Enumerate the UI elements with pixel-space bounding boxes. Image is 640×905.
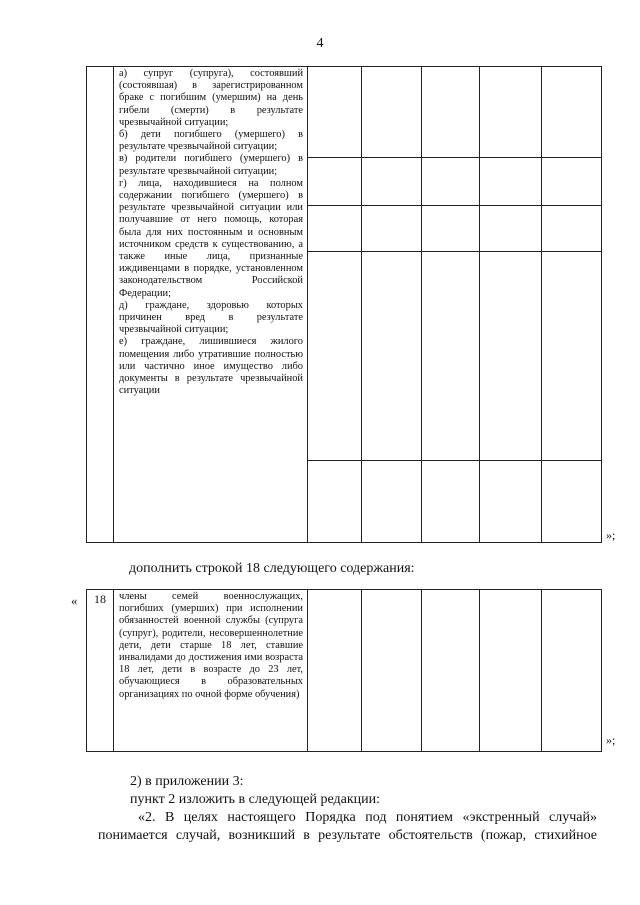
data-column (480, 590, 542, 752)
beneficiaries-table (86, 66, 602, 543)
data-column (308, 590, 362, 752)
number-cell (87, 67, 114, 543)
description-cell (114, 590, 308, 752)
data-column (362, 67, 422, 543)
data-column (308, 67, 362, 543)
closing-quote: »; (606, 528, 616, 542)
description-cell (114, 67, 308, 543)
data-column (422, 67, 480, 543)
paragraph-add-row: дополнить строкой 18 следующего содержания: (129, 561, 415, 576)
data-column (480, 67, 542, 543)
data-column (422, 590, 480, 752)
data-column (542, 67, 602, 543)
paragraph-quote-line2: понимается случай, возникший в результате обстоятельств (пожар, стихийное (98, 828, 597, 843)
list-item: д) граждане, здоровью которых причинен вред в результате чрезвычайной ситуации; (119, 299, 303, 336)
paragraph-appendix: 2) в приложении 3: (130, 774, 244, 789)
list-item: е) граждане, лишившиеся жилого помещения либо утратившие полностью или частично иное имущество либо документы в результате чрезвычайной ситуации (119, 336, 303, 397)
row-18-table (86, 589, 602, 752)
paragraph-point: пункт 2 изложить в следующей редакции: (130, 792, 380, 807)
page-number: 4 (316, 36, 324, 51)
list-item: г) лица, находившиеся на полном содержании погибшего (умершего) в результате чрезвычайной ситуации или получавшие от него помощь, которая была для них постоянным и основным источником средств к существованию, а также иные лица, признанные иждивенцами в порядке, установленном законодательством Российской Федерации; (119, 177, 303, 299)
list-item: а) супруг (супруга), состоявший (состоявшая) в зарегистрированном браке с погибшим (умершим) на день гибели (смерти) в результате чрезвычайной ситуации; (119, 68, 303, 128)
row-number: 18 (87, 590, 114, 752)
list-item: в) родители погибшего (умершего) в результате чрезвычайной ситуации; (119, 153, 303, 177)
data-column (542, 590, 602, 752)
opening-quote: « (71, 593, 78, 608)
paragraph-quote-line1: «2. В целях настоящего Порядка под понятием «экстренный случай» (138, 810, 597, 825)
closing-quote: »; (606, 733, 616, 747)
row-18-description: члены семей военнослужащих, погибших (умерших) при исполнении обязанностей военной службы (супруга (супруг), родители, несовершеннолетние дети, дети старше 18 лет, ставшие инвалидами до достижения ими возраста 18 лет, дети в возрасте до 23 лет, обучающиеся в образовательных организациях по очной форме обучения) (119, 591, 303, 700)
data-column (362, 590, 422, 752)
list-item: б) дети погибшего (умершего) в результате чрезвычайной ситуации; (119, 129, 303, 153)
